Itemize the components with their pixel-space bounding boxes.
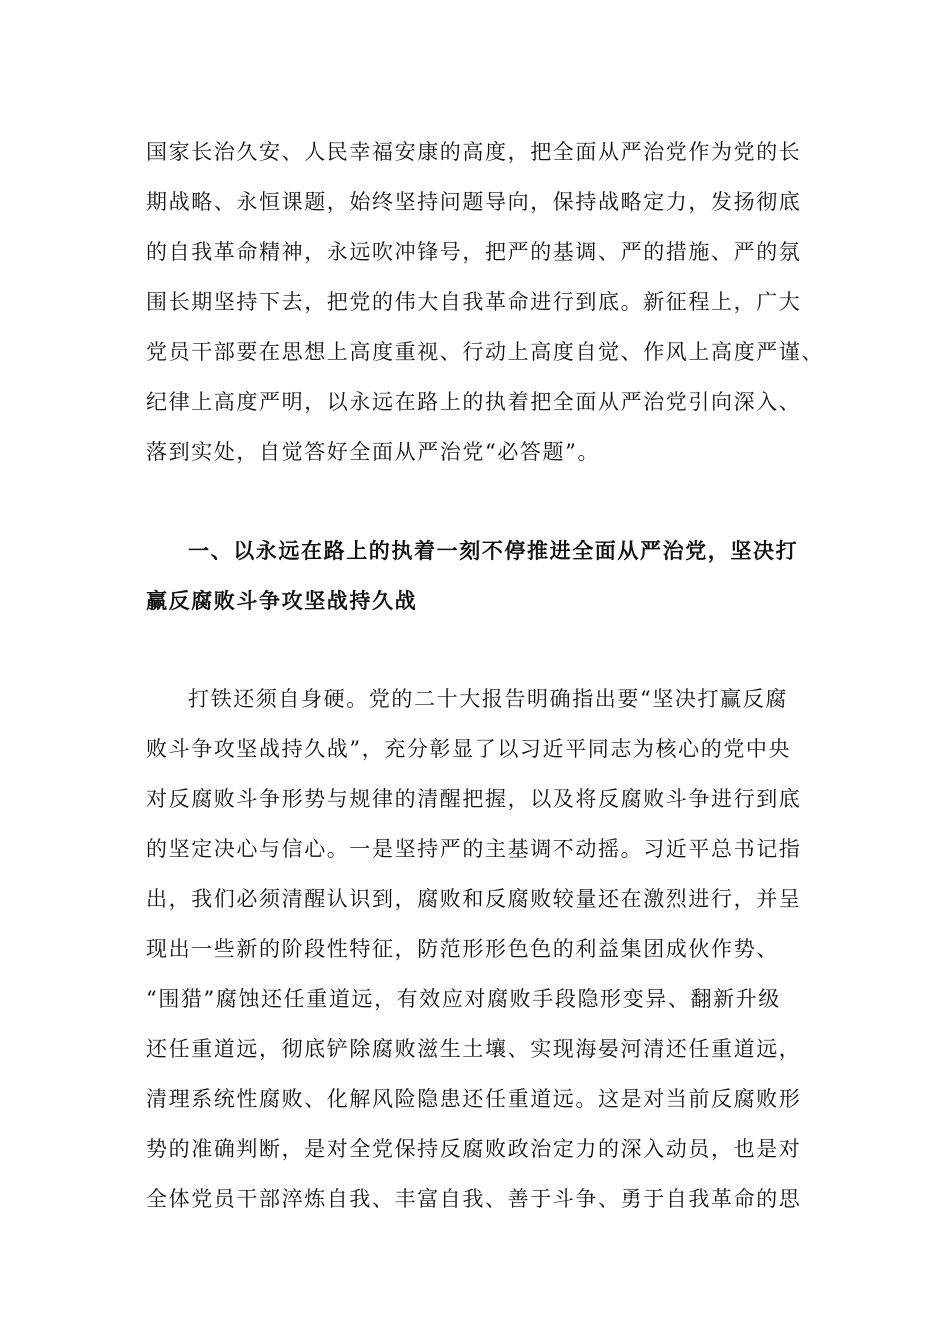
paragraph-line: 清理系统性腐败、化解风险隐患还任重道远。这是对当前反腐败形: [146, 1087, 802, 1111]
paragraph-line: 现出一些新的阶段性特征，防范形形色色的利益集团成伙作势、: [146, 937, 779, 961]
paragraph-line: 的坚定决心与信心。一是坚持严的主基调不动摇。习近平总书记指: [146, 837, 802, 861]
paragraph-line: 打铁还须自身硬。党的二十大报告明确指出要“坚决打赢反腐: [188, 687, 788, 711]
paragraph-line: 还任重道远，彻底铲除腐败滋生土壤、实现海晏河清还任重道远，: [146, 1037, 802, 1061]
paragraph-line: 势的准确判断，是对全党保持反腐败政治定力的深入动员，也是对: [146, 1137, 802, 1161]
paragraph-line: “围猎”腐蚀还任重道远，有效应对腐败手段隐形变异、翻新升级: [146, 987, 781, 1011]
paragraph-line: 国家长治久安、人民幸福安康的高度，把全面从严治党作为党的长: [146, 140, 802, 164]
paragraph-line: 的自我革命精神，永远吹冲锋号，把严的基调、严的措施、严的氛: [146, 240, 802, 264]
paragraph-line: 期战略、永恒课题，始终坚持问题导向，保持战略定力，发扬彻底: [146, 190, 802, 214]
heading-line: 一、以永远在路上的执着一刻不停推进全面从严治党，坚决打: [188, 538, 799, 563]
paragraph-line: 纪律上高度严明，以永远在路上的执着把全面从严治党引向深入、: [146, 390, 802, 414]
paragraph-line: 落到实处，自觉答好全面从严治党“必答题”。: [146, 440, 601, 464]
paragraph-line: 全体党员干部淬炼自我、丰富自我、善于斗争、勇于自我革命的思: [146, 1187, 802, 1211]
paragraph-line: 党员干部要在思想上高度重视、行动上高度自觉、作风上高度严谨、: [146, 340, 824, 364]
heading-line: 赢反腐败斗争攻坚战持久战: [146, 588, 418, 613]
paragraph-line: 围长期坚持下去，把党的伟大自我革命进行到底。新征程上，广大: [146, 290, 802, 314]
paragraph-line: 对反腐败斗争形势与规律的清醒把握，以及将反腐败斗争进行到底: [146, 787, 802, 811]
paragraph-line: 出，我们必须清醒认识到，腐败和反腐败较量还在激烈进行，并呈: [146, 887, 802, 911]
paragraph-line: 败斗争攻坚战持久战”，充分彰显了以习近平同志为核心的党中央: [146, 737, 792, 761]
